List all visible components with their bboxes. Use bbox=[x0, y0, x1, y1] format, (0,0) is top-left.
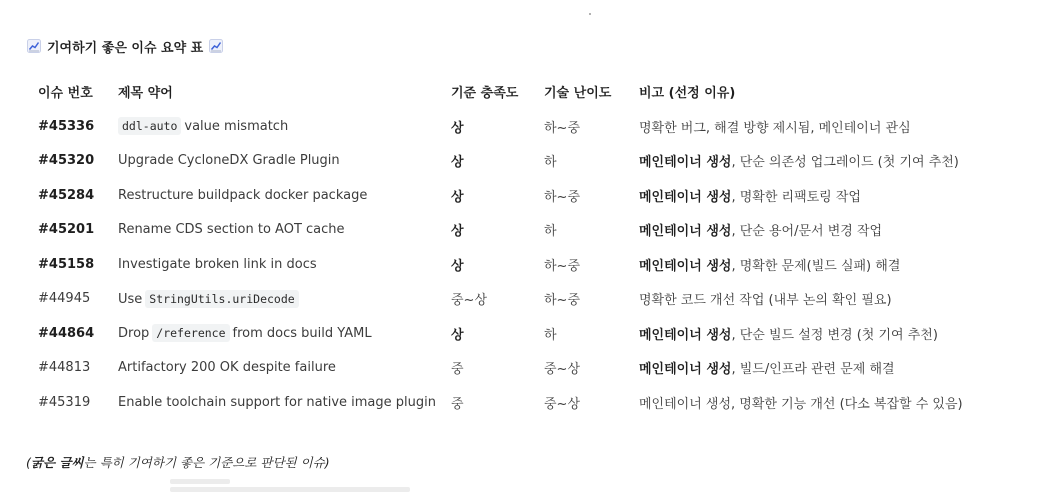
issue-number: #45201 bbox=[38, 222, 95, 238]
faded-text-remnant bbox=[170, 478, 420, 492]
table-row bbox=[26, 109, 986, 144]
note bbox=[627, 247, 986, 282]
chart-increasing-icon bbox=[27, 39, 41, 53]
issue-number: #45336 bbox=[38, 118, 95, 134]
table-row bbox=[26, 316, 986, 351]
issue-summary-table bbox=[26, 74, 986, 420]
note bbox=[627, 109, 986, 144]
note bbox=[627, 385, 986, 420]
table-row bbox=[26, 144, 986, 179]
table-row bbox=[26, 282, 986, 317]
issue-number: #44945 bbox=[38, 291, 91, 307]
footnote-text: 는 특히 기여하기 좋은 기준으로 판단된 이슈) bbox=[83, 455, 330, 470]
title-text: Enable toolchain support for native image plugin bbox=[118, 394, 436, 410]
note bbox=[627, 351, 986, 386]
issue-number: #45158 bbox=[38, 256, 95, 272]
header-title-short: 제목 약어 bbox=[118, 86, 173, 101]
note bbox=[627, 316, 986, 351]
note-text: , 명확한 문제(빌드 실패) 해결 bbox=[731, 258, 901, 274]
criteria-level: 중~상 bbox=[451, 293, 488, 309]
criteria-level: 상 bbox=[451, 155, 464, 171]
issue-title bbox=[106, 178, 439, 213]
page-title bbox=[27, 36, 223, 56]
note-text: , 단순 빌드 설정 변경 (첫 기여 추천) bbox=[731, 327, 938, 343]
page-title-text: 기여하기 좋은 이슈 요약 표 bbox=[47, 40, 204, 56]
difficulty-level: 하 bbox=[544, 155, 557, 171]
footnote-bold: 굵은 글씨 bbox=[30, 455, 84, 470]
note bbox=[627, 213, 986, 248]
note-text: , 명확한 리팩토링 작업 bbox=[731, 189, 861, 205]
title-prefix: Drop bbox=[118, 326, 150, 342]
difficulty-level: 하~중 bbox=[544, 258, 581, 274]
issue-number: #44864 bbox=[38, 325, 95, 341]
criteria-level: 중 bbox=[451, 362, 464, 378]
title-text: Investigate broken link in docs bbox=[118, 256, 317, 272]
inline-code: StringUtils.uriDecode bbox=[145, 290, 298, 308]
table-row bbox=[26, 213, 986, 248]
note bbox=[627, 282, 986, 317]
note-text: , 단순 용어/문서 변경 작업 bbox=[731, 224, 883, 240]
issue-title bbox=[106, 144, 439, 179]
table-row bbox=[26, 385, 986, 420]
difficulty-level: 하 bbox=[544, 224, 557, 240]
title-text: from docs build YAML bbox=[232, 326, 372, 342]
note-bold: 메인테이너 생성 bbox=[639, 362, 732, 378]
note-text: 명확한 버그, 해결 방향 제시됨, 메인테이너 관심 bbox=[639, 120, 911, 136]
table-row bbox=[26, 351, 986, 386]
criteria-level: 상 bbox=[451, 258, 464, 274]
note-bold: 메인테이너 생성 bbox=[639, 155, 732, 171]
difficulty-level: 중~상 bbox=[544, 396, 581, 412]
inline-code: ddl-auto bbox=[118, 117, 181, 135]
title-text: Upgrade CycloneDX Gradle Plugin bbox=[118, 153, 340, 169]
criteria-level: 상 bbox=[451, 120, 464, 136]
difficulty-level: 하 bbox=[544, 327, 557, 343]
inline-code: /reference bbox=[152, 324, 229, 342]
note-text: , 빌드/인프라 관련 문제 해결 bbox=[731, 362, 895, 378]
issue-title bbox=[106, 316, 439, 351]
issue-number: #45284 bbox=[38, 187, 95, 203]
note-bold: 메인테이너 생성 bbox=[639, 189, 732, 205]
difficulty-level: 중~상 bbox=[544, 362, 581, 378]
note bbox=[627, 178, 986, 213]
table-header-row bbox=[26, 74, 986, 109]
criteria-level: 상 bbox=[451, 224, 464, 240]
title-text: value mismatch bbox=[184, 119, 289, 135]
difficulty-level: 하~중 bbox=[544, 189, 581, 205]
issue-title bbox=[106, 351, 439, 386]
title-text: Artifactory 200 OK despite failure bbox=[118, 360, 336, 376]
issue-title bbox=[106, 385, 439, 420]
criteria-level: 상 bbox=[451, 189, 464, 205]
note bbox=[627, 144, 986, 179]
issue-title bbox=[106, 247, 439, 282]
difficulty-level: 하~중 bbox=[544, 293, 581, 309]
footnote bbox=[26, 453, 330, 471]
header-note: 비고 (선정 이유) bbox=[639, 86, 736, 101]
note-bold: 메인테이너 생성 bbox=[639, 258, 732, 274]
note-text: , 단순 의존성 업그레이드 (첫 기여 추천) bbox=[731, 155, 959, 171]
title-text: Restructure buildpack docker package bbox=[118, 187, 368, 203]
title-prefix: Use bbox=[118, 291, 143, 307]
criteria-level: 상 bbox=[451, 327, 464, 343]
table-row bbox=[26, 178, 986, 213]
issue-number: #45320 bbox=[38, 153, 95, 169]
note-text: 메인테이너 생성, 명확한 기능 개선 (다소 복잡할 수 있음) bbox=[639, 396, 963, 412]
issue-title bbox=[106, 109, 439, 144]
issue-number: #45319 bbox=[38, 394, 91, 410]
issue-number: #44813 bbox=[38, 360, 91, 376]
title-text: Rename CDS section to AOT cache bbox=[118, 222, 345, 238]
note-text: 명확한 코드 개선 작업 (내부 논의 확인 필요) bbox=[639, 293, 892, 309]
header-criteria: 기준 충족도 bbox=[451, 86, 519, 101]
decorative-dot bbox=[589, 13, 591, 15]
note-bold: 메인테이너 생성 bbox=[639, 224, 732, 240]
criteria-level: 중 bbox=[451, 396, 464, 412]
note-bold: 메인테이너 생성 bbox=[639, 327, 732, 343]
header-issue-number: 이슈 번호 bbox=[38, 86, 93, 101]
table-row bbox=[26, 247, 986, 282]
issue-title bbox=[106, 282, 439, 317]
issue-title bbox=[106, 213, 439, 248]
footnote-open-paren: ( bbox=[26, 455, 31, 470]
difficulty-level: 하~중 bbox=[544, 120, 581, 136]
chart-increasing-icon bbox=[209, 39, 223, 53]
header-difficulty: 기술 난이도 bbox=[544, 86, 612, 101]
